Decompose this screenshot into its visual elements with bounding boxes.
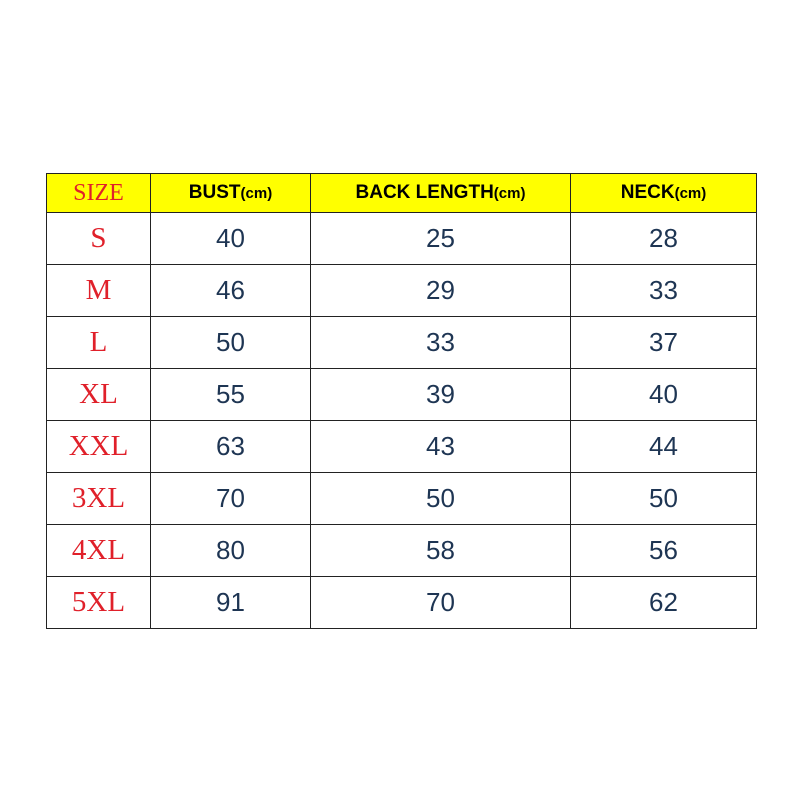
table-row [47, 317, 757, 369]
neck-cell: 33 [571, 265, 757, 317]
back-length-cell: 50 [311, 473, 571, 525]
size-cell: S [47, 213, 151, 265]
header-size [47, 174, 151, 213]
header-back-length-label: BACK LENGTH [355, 182, 494, 203]
neck-cell: 62 [571, 577, 757, 629]
size-cell: M [47, 265, 151, 317]
bust-cell: 46 [151, 265, 311, 317]
header-neck-label: NECK [620, 182, 675, 203]
table-header [47, 174, 757, 213]
size-cell: 5XL [47, 577, 151, 629]
size-cell: 4XL [47, 525, 151, 577]
back-length-cell: 70 [311, 577, 571, 629]
table-body [47, 213, 757, 629]
bust-cell: 63 [151, 421, 311, 473]
neck-cell: 37 [571, 317, 757, 369]
back-length-cell: 43 [311, 421, 571, 473]
size-cell: XL [47, 369, 151, 421]
header-size-label: SIZE [73, 179, 124, 206]
header-bust-unit: (cm) [240, 185, 273, 202]
bust-cell: 55 [151, 369, 311, 421]
bust-cell: 50 [151, 317, 311, 369]
neck-cell: 56 [571, 525, 757, 577]
table-row [47, 577, 757, 629]
table-row [47, 525, 757, 577]
neck-cell: 44 [571, 421, 757, 473]
bust-cell: 40 [151, 213, 311, 265]
neck-cell: 28 [571, 213, 757, 265]
bust-cell: 70 [151, 473, 311, 525]
size-cell: L [47, 317, 151, 369]
table-row [47, 421, 757, 473]
back-length-cell: 39 [311, 369, 571, 421]
header-neck [571, 174, 757, 213]
table-row [47, 369, 757, 421]
neck-cell: 40 [571, 369, 757, 421]
back-length-cell: 25 [311, 213, 571, 265]
neck-cell: 50 [571, 473, 757, 525]
header-back-length-unit: (cm) [493, 185, 526, 202]
bust-cell: 91 [151, 577, 311, 629]
back-length-cell: 29 [311, 265, 571, 317]
size-cell: 3XL [47, 473, 151, 525]
bust-cell: 80 [151, 525, 311, 577]
header-neck-unit: (cm) [674, 185, 707, 202]
size-chart-table [46, 173, 757, 629]
header-bust [151, 174, 311, 213]
table-row [47, 265, 757, 317]
table-row [47, 213, 757, 265]
back-length-cell: 58 [311, 525, 571, 577]
header-back-length [311, 174, 571, 213]
size-cell: XXL [47, 421, 151, 473]
header-row [47, 174, 757, 213]
table-row [47, 473, 757, 525]
header-bust-label: BUST [188, 182, 241, 203]
back-length-cell: 33 [311, 317, 571, 369]
